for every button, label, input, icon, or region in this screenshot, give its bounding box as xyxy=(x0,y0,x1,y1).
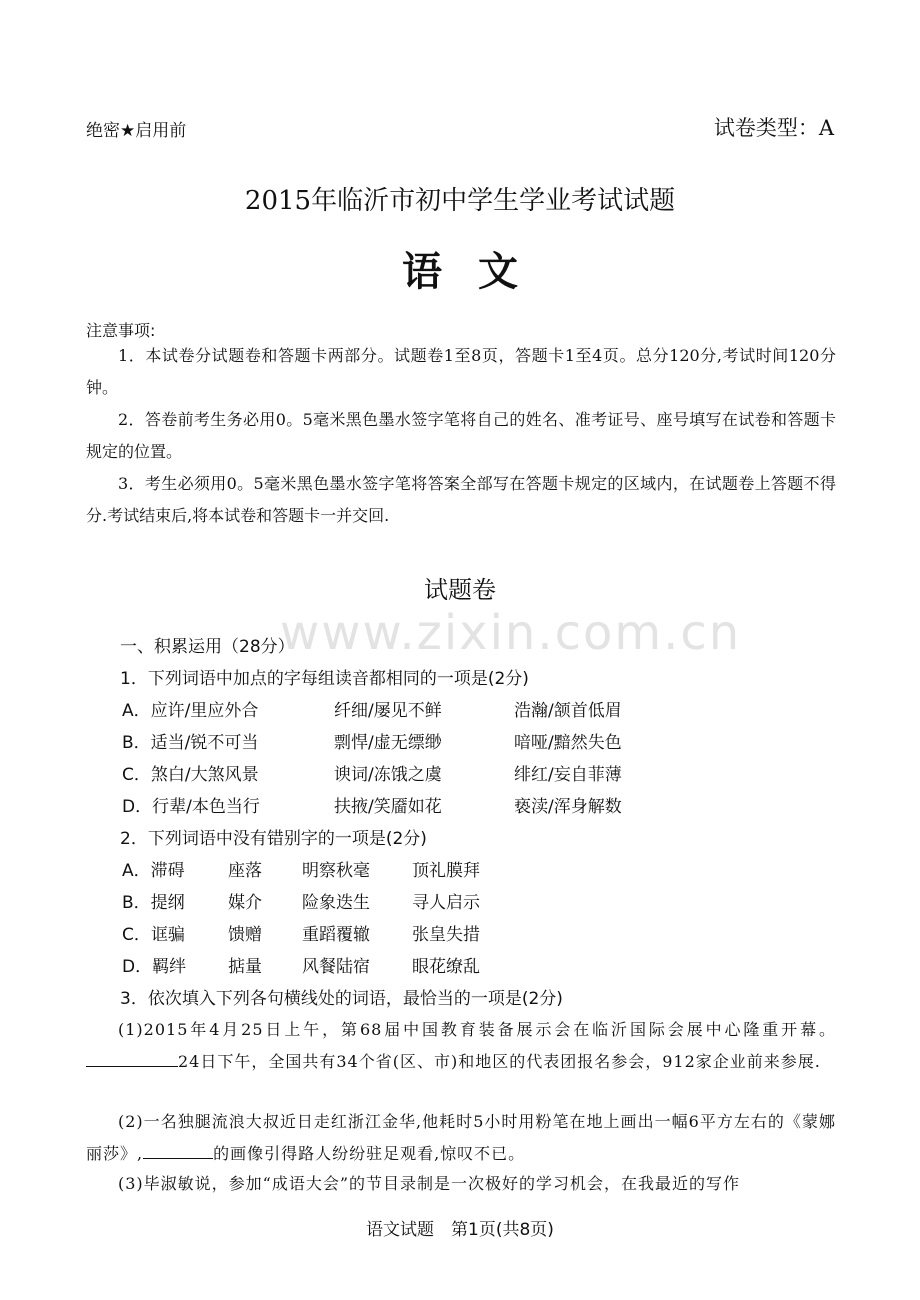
option-cell: 风餐陆宿 xyxy=(302,957,370,977)
option-cell: 亵渎/浑身解数 xyxy=(514,797,622,817)
option-cell: A．应许/里应外合 xyxy=(122,701,259,721)
option-cell: B．提纲 xyxy=(122,893,185,913)
q3-sentence-3: (3)毕淑敏说，参加“成语大会”的节目录制是一次极好的学习机会，在我最近的写作 xyxy=(118,1174,741,1193)
option-cell: C．煞白/大煞风景 xyxy=(122,765,259,785)
option-cell: D．羁绊 xyxy=(122,957,187,977)
option-cell: 寻人启示 xyxy=(412,893,480,913)
option-cell: 馈赠 xyxy=(228,925,262,945)
answer-blank xyxy=(86,1048,178,1067)
option-cell: 险象迭生 xyxy=(302,893,370,913)
notice-item-3: 3．考生必须用0。5毫米黑色墨水签字笔将答案全部写在答题卡规定的区域内，在试题卷上答题不得分.考试结束后,将本试卷和答题卡一并交回. xyxy=(86,474,836,525)
q2-stem: 2．下列词语中没有错别字的一项是(2分) xyxy=(120,829,427,849)
option-cell: 张皇失措 xyxy=(412,925,480,945)
option-cell: 谀词/冻饿之虞 xyxy=(334,765,442,785)
exam-title: 2015年临沂市初中学生学业考试试题 xyxy=(244,186,676,216)
q3-s1-part-b: 24日下午，全国共有34个省(区、市)和地区的代表团报名参会，912家企业前来参展. xyxy=(178,1052,821,1071)
option-cell: D．行辈/本色当行 xyxy=(122,797,260,817)
subject-title: 语文 xyxy=(402,248,554,295)
paper-type-label: 试卷类型：A xyxy=(713,116,834,140)
option-cell: 绯红/妄自菲薄 xyxy=(514,765,622,785)
option-cell: 喑哑/黯然失色 xyxy=(514,733,622,753)
section-title: 试题卷 xyxy=(424,576,496,604)
option-cell: 重蹈覆辙 xyxy=(302,925,370,945)
q3-s2-part-a: (2)一名独腿流浪大叔近日走红浙江金华,他耗时5小时用粉笔在地上画出一幅6平方左右的《蒙娜丽莎》, xyxy=(86,1112,836,1163)
option-cell: 媒介 xyxy=(228,893,262,913)
q1-stem: 1．下列词语中加点的字每组读音都相同的一项是(2分) xyxy=(120,669,529,689)
option-cell: 掂量 xyxy=(228,957,262,977)
option-cell: 浩瀚/颔首低眉 xyxy=(514,701,622,721)
notice-heading: 注意事项: xyxy=(86,321,156,340)
option-cell: 眼花缭乱 xyxy=(412,957,480,977)
confidential-label: 绝密★启用前 xyxy=(86,121,187,141)
option-cell: 明察秋毫 xyxy=(302,861,370,881)
q3-sentence-2 xyxy=(86,1106,836,1170)
q3-stem: 3．依次填入下列各句横线处的词语，最恰当的一项是(2分) xyxy=(120,989,563,1009)
notice-item-2: 2．答卷前考生务必用0。5毫米黑色墨水签字笔将自己的姓名、准考证号、座号填写在试卷和答题卡规定的位置。 xyxy=(86,410,836,461)
option-cell: A．滞碍 xyxy=(122,861,185,881)
q3-s1-part-a: (1)2015年4月25日上午，第68届中国教育装备展示会在临沂国际会展中心隆重开幕。 xyxy=(118,1020,836,1039)
option-cell: B．适当/锐不可当 xyxy=(122,733,259,753)
option-cell: 纤细/屡见不鲜 xyxy=(334,701,442,721)
answer-blank xyxy=(143,1140,213,1159)
page-footer: 语文试题 第1页(共8页) xyxy=(366,1220,554,1240)
option-cell: 座落 xyxy=(228,861,262,881)
option-cell: 顶礼膜拜 xyxy=(412,861,480,881)
option-cell: C．诓骗 xyxy=(122,925,185,945)
notice-item-1: 1．本试卷分试题卷和答题卡两部分。试题卷1至8页，答题卡1至4页。总分120分,考试时间120分钟。 xyxy=(86,346,836,397)
option-cell: 扶掖/笑靥如花 xyxy=(334,797,442,817)
q3-s2-part-b: 的画像引得路人纷纷驻足观看,惊叹不已。 xyxy=(213,1144,526,1163)
q3-sentence-1 xyxy=(86,1014,836,1078)
option-cell: 剽悍/虚无缥缈 xyxy=(334,733,442,753)
part1-heading: 一、积累运用（28分） xyxy=(120,637,295,657)
watermark-text: www.zixin.com.cn xyxy=(280,605,742,661)
